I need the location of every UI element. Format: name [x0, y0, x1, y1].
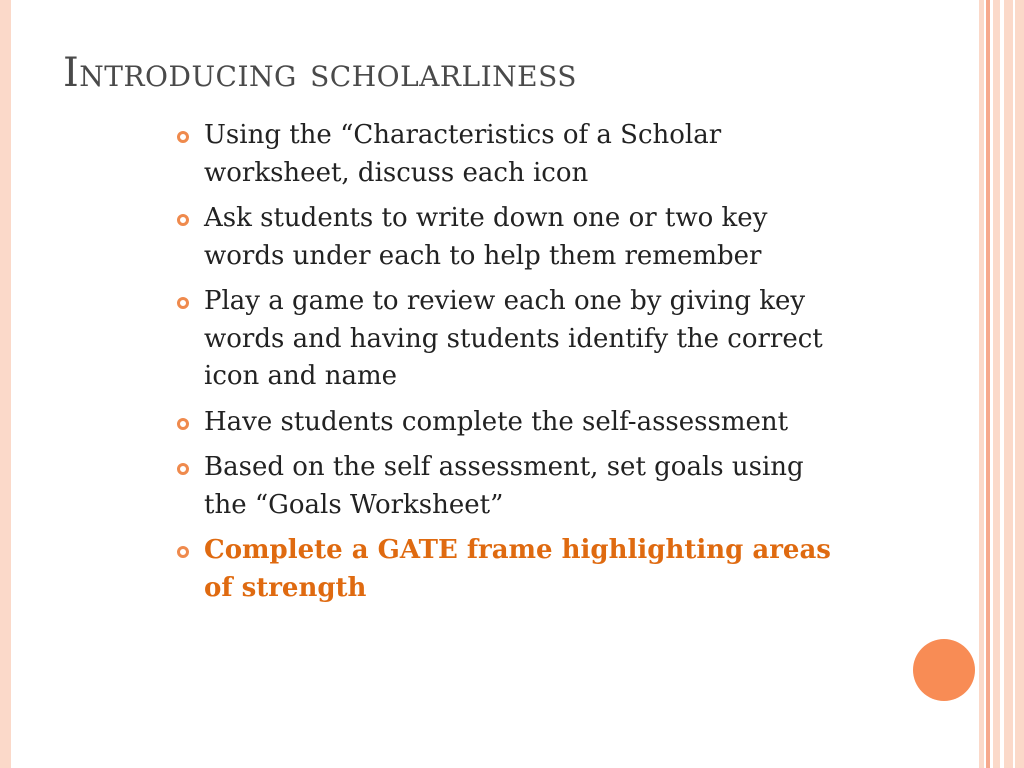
bullet-text-highlighted: Complete a GATE frame highlighting areas of strength	[204, 535, 831, 603]
slide-title: Introducing scholarliness	[63, 50, 577, 96]
bullet-text: Play a game to review each one by giving key words and having students identify the correct icon and name	[204, 286, 823, 391]
right-frame-stripe-2	[986, 0, 990, 768]
bullet-text: Ask students to write down one or two key words under each to help them remember	[204, 203, 768, 271]
right-frame-stripe-4	[1004, 0, 1013, 768]
right-frame-stripe-1	[979, 0, 984, 768]
accent-circle	[913, 639, 975, 701]
bullet-circle-icon	[177, 418, 189, 430]
bullet-circle-icon	[177, 297, 189, 309]
bullet-text: Have students complete the self-assessment	[204, 406, 789, 437]
bullet-item	[175, 449, 835, 524]
bullet-item-highlighted	[175, 532, 835, 607]
bullet-item	[175, 404, 835, 442]
bullet-text: Using the “Characteristics of a Scholar worksheet, discuss each icon	[204, 120, 722, 188]
right-frame-stripe-5	[1015, 0, 1024, 768]
bullet-circle-icon	[177, 463, 189, 475]
right-frame-stripe-3	[993, 0, 1000, 768]
bullet-item	[175, 200, 835, 275]
bullet-item	[175, 117, 835, 192]
bullet-item	[175, 283, 835, 396]
left-frame-stripe	[0, 0, 11, 768]
bullet-circle-icon	[177, 546, 189, 558]
bullet-circle-icon	[177, 214, 189, 226]
bullet-list	[175, 117, 835, 615]
bullet-circle-icon	[177, 131, 189, 143]
bullet-text: Based on the self assessment, set goals using the “Goals Worksheet”	[204, 452, 804, 520]
